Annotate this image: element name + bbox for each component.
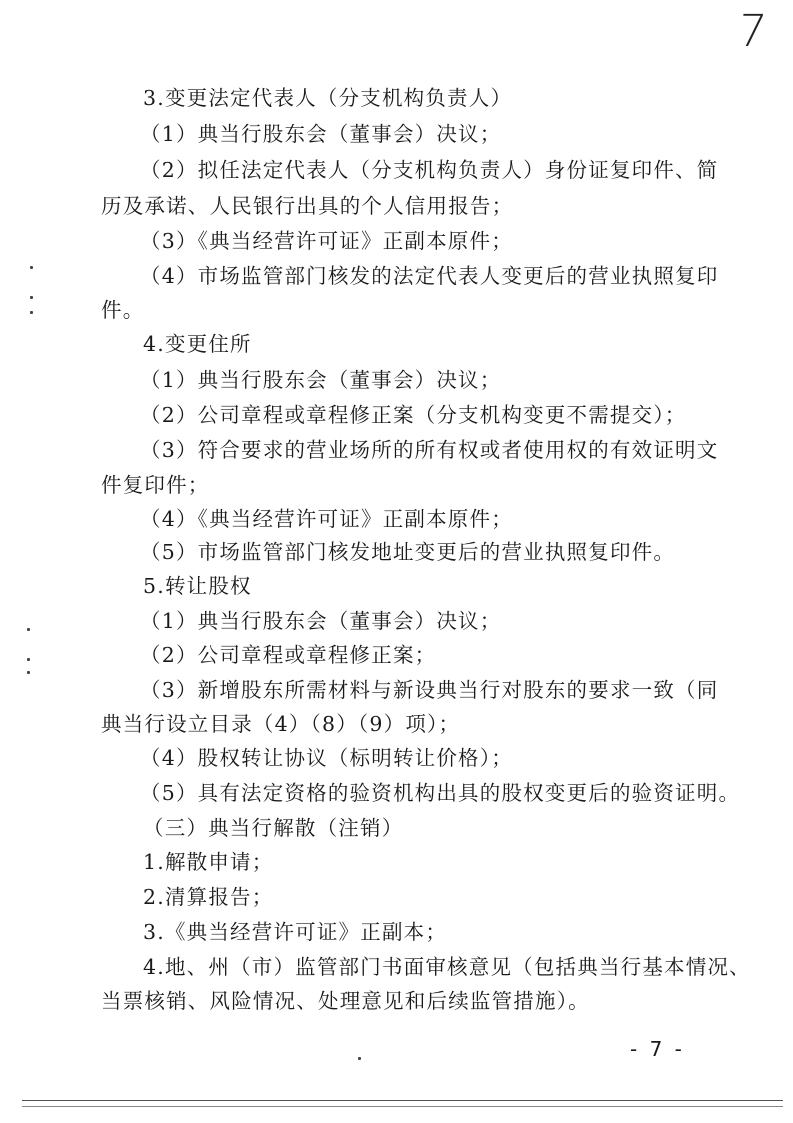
list-item: （5）具有法定资格的验资机构出具的股权变更后的验资证明。 (140, 781, 741, 805)
scan-speck (27, 658, 30, 661)
scan-speck (30, 296, 33, 299)
page-number: - 7 - (630, 1037, 685, 1061)
list-item: 4.地、州（市）监管部门书面审核意见（包括典当行基本情况、 (143, 955, 751, 979)
list-item: 1.解散申请； (143, 850, 274, 874)
list-item: 3.《典当经营许可证》正副本； (143, 920, 448, 944)
scan-edge-line (22, 1100, 783, 1101)
scan-speck (30, 311, 33, 314)
section-heading: 4.变更住所 (143, 332, 252, 356)
list-item: （3）符合要求的营业场所的所有权或者使用权的有效证明文 (140, 438, 719, 462)
list-item-continuation: 件。 (101, 298, 145, 322)
list-item: （4）《典当经营许可证》正副本原件； (140, 507, 513, 531)
list-item: （4）市场监管部门核发的法定代表人变更后的营业执照复印 (140, 264, 719, 288)
list-item: （3）新增股东所需材料与新设典当行对股东的要求一致（同 (140, 678, 719, 702)
list-item: 2.清算报告； (143, 885, 274, 909)
section-heading: 5.转让股权 (143, 574, 252, 598)
list-item-continuation: 历及承诺、人民银行出具的个人信用报告； (101, 194, 514, 218)
scan-speck (27, 628, 30, 631)
list-item: （1）典当行股东会（董事会）决议； (140, 122, 502, 146)
list-item: （1）典当行股东会（董事会）决议； (140, 609, 502, 633)
handwritten-page-mark: 7 (735, 6, 769, 57)
list-item: （4）股权转让协议（标明转让价格）； (140, 746, 513, 770)
list-item: （1）典当行股东会（董事会）决议； (140, 368, 502, 392)
section-heading: （三）典当行解散（注销） (143, 816, 404, 840)
list-item: （3）《典当经营许可证》正副本原件； (140, 229, 513, 253)
list-item-continuation: 典当行设立目录（4）（8）（9）项）； (101, 712, 461, 736)
list-item-continuation: 件复印件； (101, 473, 210, 497)
list-item: （5）市场监管部门核发地址变更后的营业执照复印件。 (140, 540, 676, 564)
list-item: （2）公司章程或章程修正案； (140, 643, 437, 667)
scan-speck (358, 1057, 361, 1060)
list-item-continuation: 当票核销、风险情况、处理意见和后续监管措施）。 (101, 989, 590, 1013)
section-heading: 3.变更法定代表人（分支机构负责人） (143, 86, 513, 110)
scan-edge-line (22, 1106, 783, 1107)
list-item: （2）拟任法定代表人（分支机构负责人）身份证复印件、简 (140, 158, 719, 182)
scan-speck (27, 671, 30, 674)
scan-speck (30, 266, 33, 269)
list-item: （2）公司章程或章程修正案（分支机构变更不需提交）； (140, 403, 687, 427)
